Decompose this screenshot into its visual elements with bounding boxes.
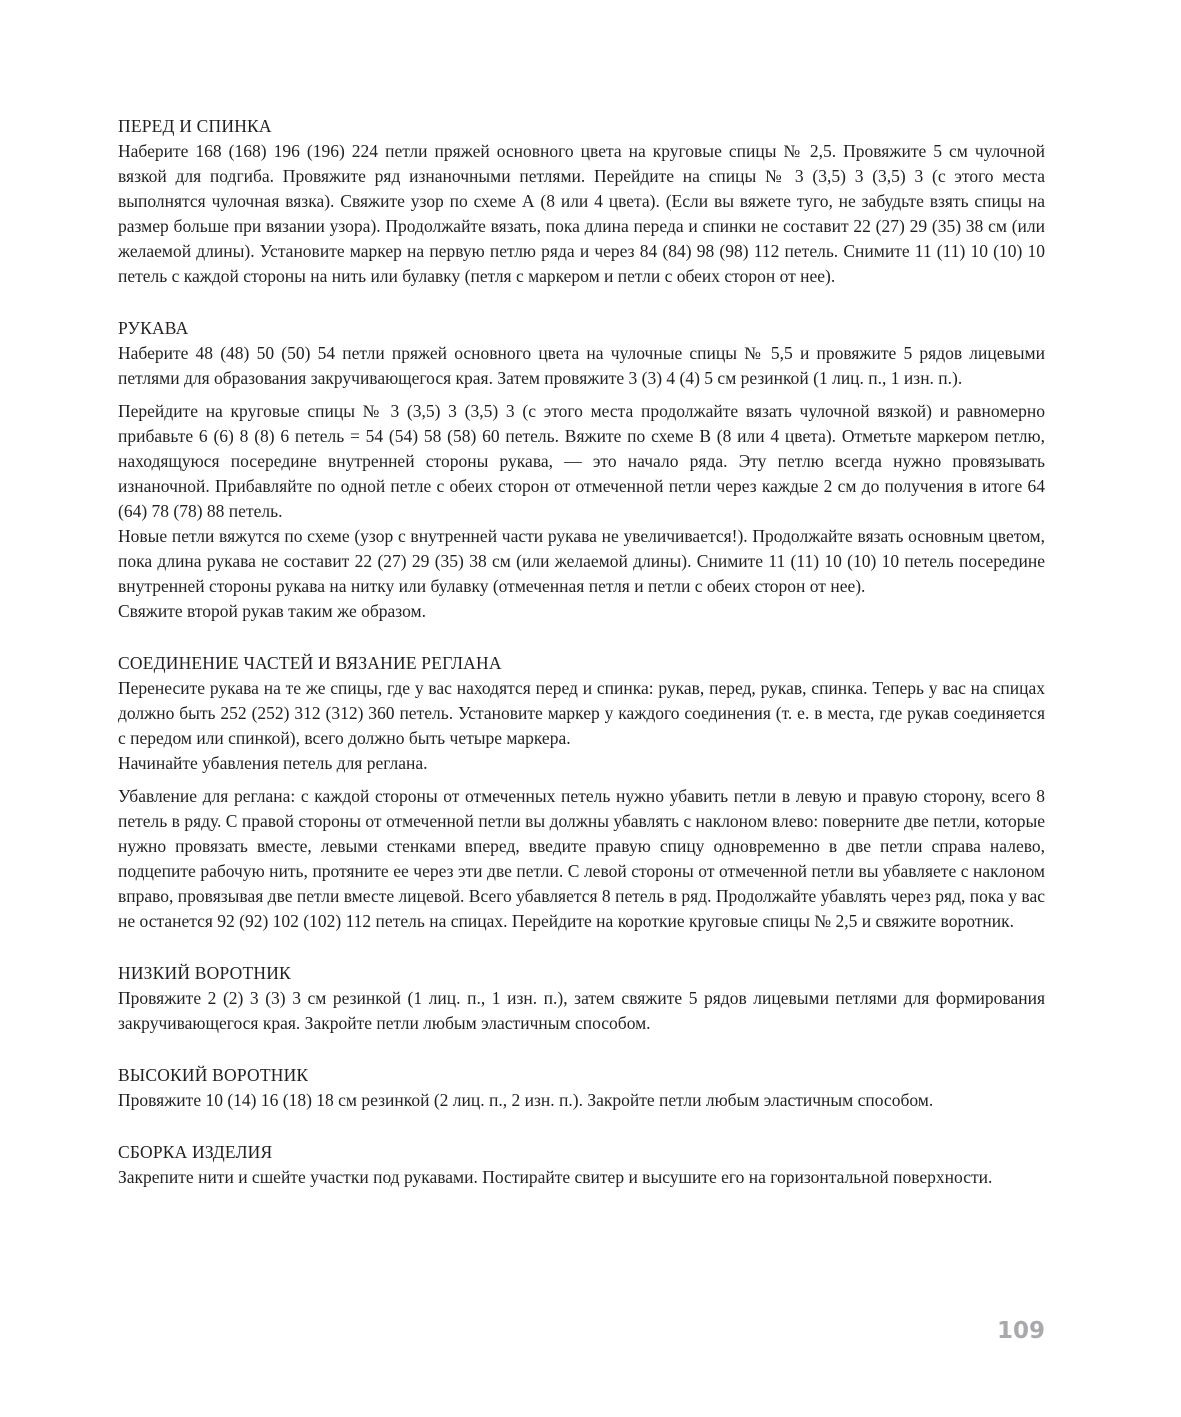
paragraph: Перейдите на круговые спицы № 3 (3,5) 3 (3,5) 3 (с этого места продолжайте вязать чулочной вязкой) и равномерно прибавьте 6 (6) 8 (8) 6 петель = 54 (54) 58 (58) 60 петель. Вяжите по схеме В (8 или 4 цвета). Отметьте маркером петлю, находящуюся посередине внутренней стороны рукава, — это начало ряда. Эту петлю всегда нужно провязывать изнаночной. Прибавляйте по одной петле с обеих сторон от отмеченной петли через каждые 2 см до получения в итоге 64 (64) 78 (78) 88 петель. <box>118 401 1045 521</box>
section-raglan <box>118 651 1045 934</box>
paragraph: Провяжите 2 (2) 3 (3) 3 см резинкой (1 лиц. п., 1 изн. п.), затем свяжите 5 рядов лицевыми петлями для формирования закручивающегося края. Закройте петли любым эластичным способом. <box>118 988 1045 1033</box>
section-title: СОЕДИНЕНИЕ ЧАСТЕЙ И ВЯЗАНИЕ РЕГЛАНА <box>118 653 502 673</box>
paragraph: Убавление для реглана: с каждой стороны от отмеченных петель нужно убавить петли в левую и правую сторону, всего 8 петель в ряду. С правой стороны от отмеченной петли вы должны убавлять с наклоном влево: поверните две петли, которые нужно провязать вместе, левыми стенками вперед, введите правую спицу одновременно в две петли справа налево, подцепите рабочую нить, протяните ее через эти две петли. С левой стороны от отмеченной петли вы убавляете с наклоном вправо, провязывая две петли вместе лицевой. Всего убавляется 8 петель в ряд. Продолжайте убавлять через ряд, пока у вас не останется 92 (92) 102 (102) 112 петель на спицах. Перейдите на короткие круговые спицы № 2,5 и свяжите воротник. <box>118 786 1045 931</box>
section-high-collar <box>118 1063 1045 1113</box>
page-content <box>118 114 1045 1217</box>
paragraph: Наберите 48 (48) 50 (50) 54 петли пряжей основного цвета на чулочные спицы № 5,5 и провяжите 5 рядов лицевыми петлями для образования закручивающегося края. Затем провяжите 3 (3) 4 (4) 5 см резинкой (1 лиц. п., 1 изн. п.). <box>118 343 1045 388</box>
section-title: ПЕРЕД И СПИНКА <box>118 116 272 136</box>
paragraph: Наберите 168 (168) 196 (196) 224 петли пряжей основного цвета на круговые спицы № 2,5. Провяжите 5 см чулочной вязкой для подгиба. Провяжите ряд изнаночными петлями. Перейдите на спицы № 3 (3,5) 3 (3,5) 3 (с этого места выполнятся чулочная вязка). Свяжите узор по схеме А (8 или 4 цвета). (Если вы вяжете туго, не забудьте взять спицы на размер больше при вязании узора). Продолжайте вязать, пока длина переда и спинки не составит 22 (27) 29 (35) 38 см (или желаемой длины). Установите маркер на первую петлю ряда и через 84 (84) 98 (98) 112 петель. Снимите 11 (11) 10 (10) 10 петель с каждой стороны на нить или булавку (петля с маркером и петли с обеих сторон от нее). <box>118 141 1045 286</box>
section-sleeves <box>118 316 1045 624</box>
section-low-collar <box>118 961 1045 1036</box>
section-assembly <box>118 1140 1045 1190</box>
paragraph: Свяжите второй рукав таким же образом. <box>118 601 426 621</box>
page-number: 109 <box>996 1318 1045 1344</box>
section-title: ВЫСОКИЙ ВОРОТНИК <box>118 1065 309 1085</box>
section-title: НИЗКИЙ ВОРОТНИК <box>118 963 291 983</box>
section-front-back <box>118 114 1045 289</box>
paragraph: Провяжите 10 (14) 16 (18) 18 см резинкой (2 лиц. п., 2 изн. п.). Закройте петли любым эластичным способом. <box>118 1090 934 1110</box>
section-title: РУКАВА <box>118 318 189 338</box>
paragraph: Перенесите рукава на те же спицы, где у вас находятся перед и спинка: рукав, перед, рукав, спинка. Теперь у вас на спицах должно быть 252 (252) 312 (312) 360 петель. Установите маркер у каждого соединения (т. е. в места, где рукав соединяется с передом или спинкой), всего должно быть четыре маркера. <box>118 678 1045 748</box>
paragraph: Закрепите нити и сшейте участки под рукавами. Постирайте свитер и высушите его на горизонтальной поверхности. <box>118 1167 993 1187</box>
paragraph: Начинайте убавления петель для реглана. <box>118 753 428 773</box>
paragraph: Новые петли вяжутся по схеме (узор с внутренней части рукава не увеличивается!). Продолжайте вязать основным цветом, пока длина рукава не составит 22 (27) 29 (35) 38 см (или желаемой длины). Снимите 11 (11) 10 (10) 10 петель посередине внутренней стороны рукава на нитку или булавку (отмеченная петля и петли с обеих сторон от нее). <box>118 526 1045 596</box>
section-title: СБОРКА ИЗДЕЛИЯ <box>118 1142 273 1162</box>
